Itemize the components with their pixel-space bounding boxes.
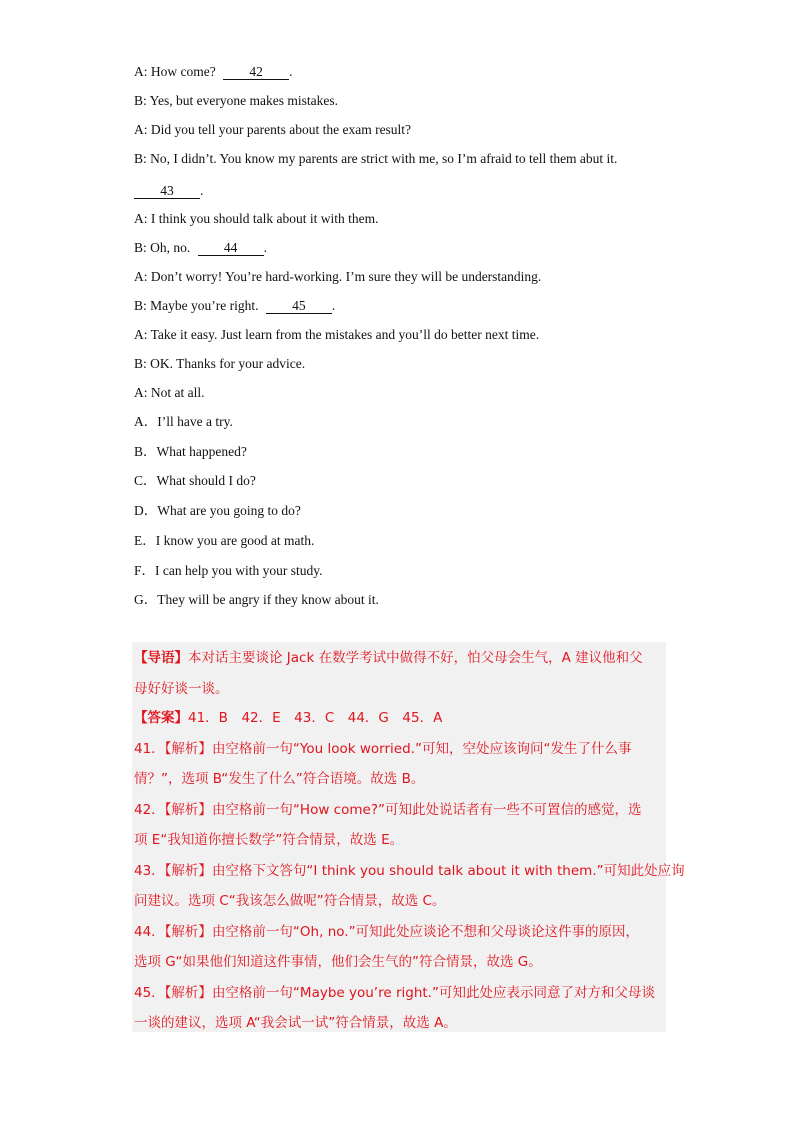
dialogue-text: A: How come? [134, 64, 216, 79]
analysis-tag: 41．【解析】 [134, 741, 212, 757]
analysis-text: 41．B 42．E 43．C 44．G 45．A [188, 710, 443, 726]
dialogue-line [134, 297, 335, 315]
dialogue-text: B: Yes, but everyone makes mistakes. [134, 93, 338, 108]
analysis-text: 本对话主要谈论 Jack 在数学考试中做得不好，怕父母会生气，A 建议他和父 [188, 650, 643, 666]
analysis-text: 由空格前一句“Oh, no.”可知此处应谈论不想和父母谈论这件事的原因， [211, 924, 640, 940]
option-item: C．What should I do? [134, 473, 256, 488]
dialogue-line [134, 239, 267, 257]
analysis-text: 母好好谈一谈。 [134, 681, 229, 697]
option-item: G．They will be angry if they know about it. [134, 592, 379, 607]
option-item: F．I can help you with your study. [134, 563, 323, 578]
dialogue-line [134, 121, 411, 139]
analysis-line [134, 770, 424, 788]
analysis-text: 一谈的建议，选项 A“我会试一试”符合情景，故选 A。 [134, 1015, 457, 1031]
analysis-line [134, 1014, 457, 1032]
dialogue-line [134, 210, 378, 228]
dialogue-text: A: Don’t worry! You’re hard-working. I’m sure they will be understanding. [134, 269, 542, 284]
analysis-text: 问建议。选项 C“我该怎么做呢”符合情景，故选 C。 [134, 893, 446, 909]
dialogue-text: A: I think you should talk about it with them. [134, 211, 379, 226]
analysis-text: 由空格前一句“How come?”可知此处说话者有一些不可置信的感觉，选 [211, 802, 642, 818]
analysis-line [134, 680, 229, 698]
analysis-text: 由空格前一句“You look worried.”可知，空处应该询问“发生了什么事 [211, 741, 632, 757]
analysis-panel [132, 642, 685, 1032]
analysis-text: 由空格下文答句“I think you should talk about it with them.”可知此处应询 [211, 863, 685, 879]
analysis-tag: 45．【解析】 [134, 985, 212, 1001]
dialogue-text: B: OK. Thanks for your advice. [134, 356, 306, 371]
analysis-text: 项 E“我知道你擅长数学”符合情景，故选 E。 [134, 832, 404, 848]
analysis-line [134, 953, 542, 971]
line-end: . [289, 64, 293, 79]
analysis-tag: 【导语】 [134, 650, 188, 666]
dialogue-line [134, 92, 338, 110]
dialogue-text: B: Maybe you’re right. [134, 298, 259, 313]
analysis-text: 由空格前一句“Maybe you’re right.”可知此处应表示同意了对方和父母谈 [211, 985, 655, 1001]
analysis-line [134, 892, 445, 910]
dialogue-text: B: No, I didn’t. You know my parents are strict with me, so I’m afraid to tell them abut it. [134, 151, 618, 166]
analysis-line [134, 984, 655, 1002]
analysis-line [134, 709, 442, 727]
analysis-text: 情？”，选项 B“发生了什么”符合语境。故选 B。 [134, 771, 425, 787]
dialogue-line [134, 326, 539, 344]
analysis-tag: 43．【解析】 [134, 863, 212, 879]
analysis-line [134, 862, 685, 880]
analysis-tag: 44．【解析】 [134, 924, 212, 940]
dialogue-line [134, 63, 292, 81]
option-item: A．I’ll have a try. [134, 414, 233, 429]
option-item: D．What are you going to do? [134, 503, 301, 518]
option-item: B．What happened? [134, 444, 247, 459]
line-end: . [331, 298, 336, 313]
analysis-text: 选项 G“如果他们知道这件事情，他们会生气的”符合情景，故选 G。 [134, 954, 542, 970]
answer-blank: 42 [223, 65, 289, 80]
line-end: . [263, 240, 268, 255]
dialogue-line [134, 268, 541, 286]
dialogue-line [134, 355, 305, 373]
answer-blank: 45 [266, 299, 332, 314]
line-end: . [200, 183, 204, 198]
analysis-tag: 42．【解析】 [134, 802, 212, 818]
dialogue-line [134, 384, 205, 402]
dialogue-text: A: Take it easy. Just learn from the mistakes and you’ll do better next time. [134, 327, 540, 342]
analysis-line [134, 831, 403, 849]
answer-blank: 43 [134, 184, 200, 199]
analysis-tag: 【答案】 [134, 710, 188, 726]
dialogue-line [134, 182, 203, 200]
answer-blank: 44 [198, 241, 264, 256]
dialogue-text: A: Not at all. [134, 385, 205, 400]
option-item: E．I know you are good at math. [134, 533, 315, 548]
analysis-line [134, 923, 639, 941]
analysis-line [134, 740, 631, 758]
analysis-line [134, 649, 643, 667]
dialogue-line [134, 150, 617, 168]
dialogue-text: A: Did you tell your parents about the exam result? [134, 122, 412, 137]
dialogue-text: B: Oh, no. [134, 240, 191, 255]
analysis-line [134, 801, 641, 819]
